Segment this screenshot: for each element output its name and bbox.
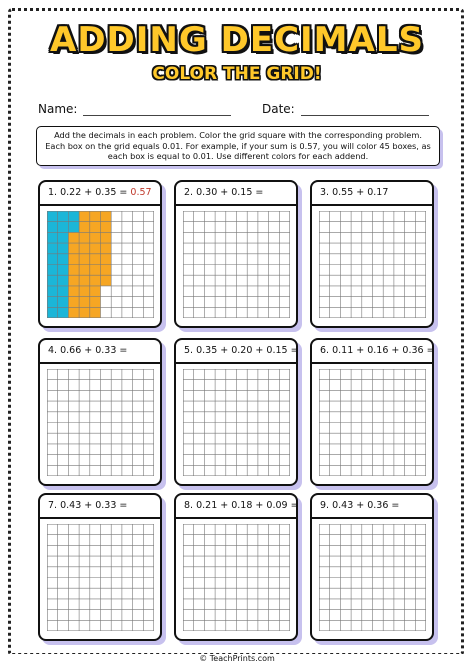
filled-cell	[47, 275, 58, 286]
problem-number: 7.	[48, 500, 61, 511]
problem-header	[176, 182, 296, 206]
filled-cell	[79, 254, 90, 265]
filled-cell	[101, 254, 112, 265]
filled-cell	[79, 307, 90, 318]
problem-card-1	[38, 180, 162, 328]
filled-cell	[90, 265, 101, 276]
hundred-grid[interactable]	[47, 524, 154, 631]
filled-cell	[79, 297, 90, 308]
problem-header	[176, 495, 299, 519]
filled-cell	[68, 211, 79, 222]
date-label: Date:	[262, 102, 295, 116]
filled-cell	[47, 211, 58, 222]
filled-cell	[58, 307, 69, 318]
filled-cell	[58, 286, 69, 297]
problem-number: 5.	[184, 345, 197, 356]
filled-cell	[90, 254, 101, 265]
filled-cell	[101, 243, 112, 254]
filled-cell	[90, 297, 101, 308]
filled-cell	[79, 222, 90, 233]
problem-number: 9.	[320, 500, 333, 511]
problem-expression: 0.22 + 0.35 =	[60, 187, 128, 198]
footer-text: © TeachPrints.com	[195, 654, 279, 663]
filled-cell	[68, 265, 79, 276]
filled-cell	[79, 211, 90, 222]
filled-cell	[79, 286, 90, 297]
problem-number: 8.	[184, 500, 197, 511]
filled-cell	[58, 254, 69, 265]
problem-card-5	[174, 338, 298, 486]
problem-number: 1.	[48, 187, 61, 198]
date-line[interactable]	[301, 103, 429, 116]
filled-cell	[101, 222, 112, 233]
filled-cell	[101, 211, 112, 222]
problem-expression: 0.66 + 0.33 =	[60, 345, 128, 356]
problem-header	[312, 495, 432, 519]
filled-cell	[79, 232, 90, 243]
hundred-grid[interactable]	[319, 524, 426, 631]
problem-number: 3.	[320, 187, 333, 198]
filled-cell	[90, 275, 101, 286]
hundred-grid[interactable]	[183, 369, 290, 476]
filled-cell	[68, 232, 79, 243]
problem-number: 4.	[48, 345, 61, 356]
filled-cell	[101, 232, 112, 243]
problem-card-9	[310, 493, 434, 641]
problem-card-2	[174, 180, 298, 328]
filled-cell	[101, 275, 112, 286]
name-field[interactable]	[38, 102, 231, 116]
hundred-grid[interactable]	[183, 211, 290, 318]
problem-number: 6.	[320, 345, 333, 356]
filled-cell	[68, 297, 79, 308]
problem-card-4	[38, 338, 162, 486]
filled-cell	[101, 265, 112, 276]
problem-card-8	[174, 493, 298, 641]
problem-card-7	[38, 493, 162, 641]
filled-cell	[68, 222, 79, 233]
problem-card-3	[310, 180, 434, 328]
filled-cell	[47, 297, 58, 308]
problem-header	[40, 182, 160, 206]
filled-cell	[58, 297, 69, 308]
filled-cell	[58, 211, 69, 222]
filled-cell	[58, 243, 69, 254]
problem-header	[312, 340, 435, 364]
filled-cell	[79, 243, 90, 254]
problem-expression: 0.55 + 0.17	[332, 187, 389, 198]
hundred-grid[interactable]	[47, 369, 154, 476]
filled-cell	[68, 286, 79, 297]
problem-expression: 0.43 + 0.33 =	[60, 500, 128, 511]
instructions-box	[36, 126, 440, 166]
problem-header	[40, 340, 160, 364]
filled-cell	[47, 222, 58, 233]
filled-cell	[47, 254, 58, 265]
date-field[interactable]	[262, 102, 429, 116]
problem-header	[40, 495, 160, 519]
filled-cell	[47, 286, 58, 297]
problem-number: 2.	[184, 187, 197, 198]
filled-cell	[47, 232, 58, 243]
hundred-grid[interactable]	[47, 211, 154, 318]
hundred-grid[interactable]	[319, 369, 426, 476]
problem-expression: 0.35 + 0.20 + 0.15 =	[196, 345, 299, 356]
filled-cell	[58, 222, 69, 233]
problem-answer: 0.57	[127, 187, 152, 198]
filled-cell	[47, 307, 58, 318]
filled-cell	[58, 265, 69, 276]
hundred-grid[interactable]	[319, 211, 426, 318]
page-title: ADDING DECIMALS	[50, 20, 424, 60]
problem-expression: 0.21 + 0.18 + 0.09 =	[196, 500, 299, 511]
footer	[0, 654, 474, 663]
problem-expression: 0.11 + 0.16 + 0.36 =	[332, 345, 435, 356]
problem-header	[312, 182, 432, 206]
problem-header	[176, 340, 299, 364]
filled-cell	[47, 265, 58, 276]
filled-cell	[47, 243, 58, 254]
filled-cell	[68, 275, 79, 286]
filled-cell	[90, 307, 101, 318]
filled-cell	[58, 232, 69, 243]
filled-cell	[79, 265, 90, 276]
filled-cell	[90, 222, 101, 233]
filled-cell	[58, 275, 69, 286]
problem-card-6	[310, 338, 434, 486]
filled-cell	[90, 232, 101, 243]
filled-cell	[68, 307, 79, 318]
filled-cell	[90, 211, 101, 222]
problem-expression: 0.43 + 0.36 =	[332, 500, 400, 511]
problem-expression: 0.30 + 0.15 =	[196, 187, 264, 198]
filled-cell	[68, 254, 79, 265]
hundred-grid[interactable]	[183, 524, 290, 631]
filled-cell	[68, 243, 79, 254]
page-subtitle: COLOR THE GRID!	[152, 64, 322, 84]
filled-cell	[90, 243, 101, 254]
instructions-text: Add the decimals in each problem. Color the grid square with the corresponding problem. Each box on the grid equals 0.01. For example, if your sum is 0.57, you will color 45 boxes, as each box is equal to 0.01. Use different colors for each addend.	[45, 130, 431, 161]
filled-cell	[79, 275, 90, 286]
name-line[interactable]	[83, 103, 231, 116]
name-label: Name:	[38, 102, 78, 116]
filled-cell	[90, 286, 101, 297]
